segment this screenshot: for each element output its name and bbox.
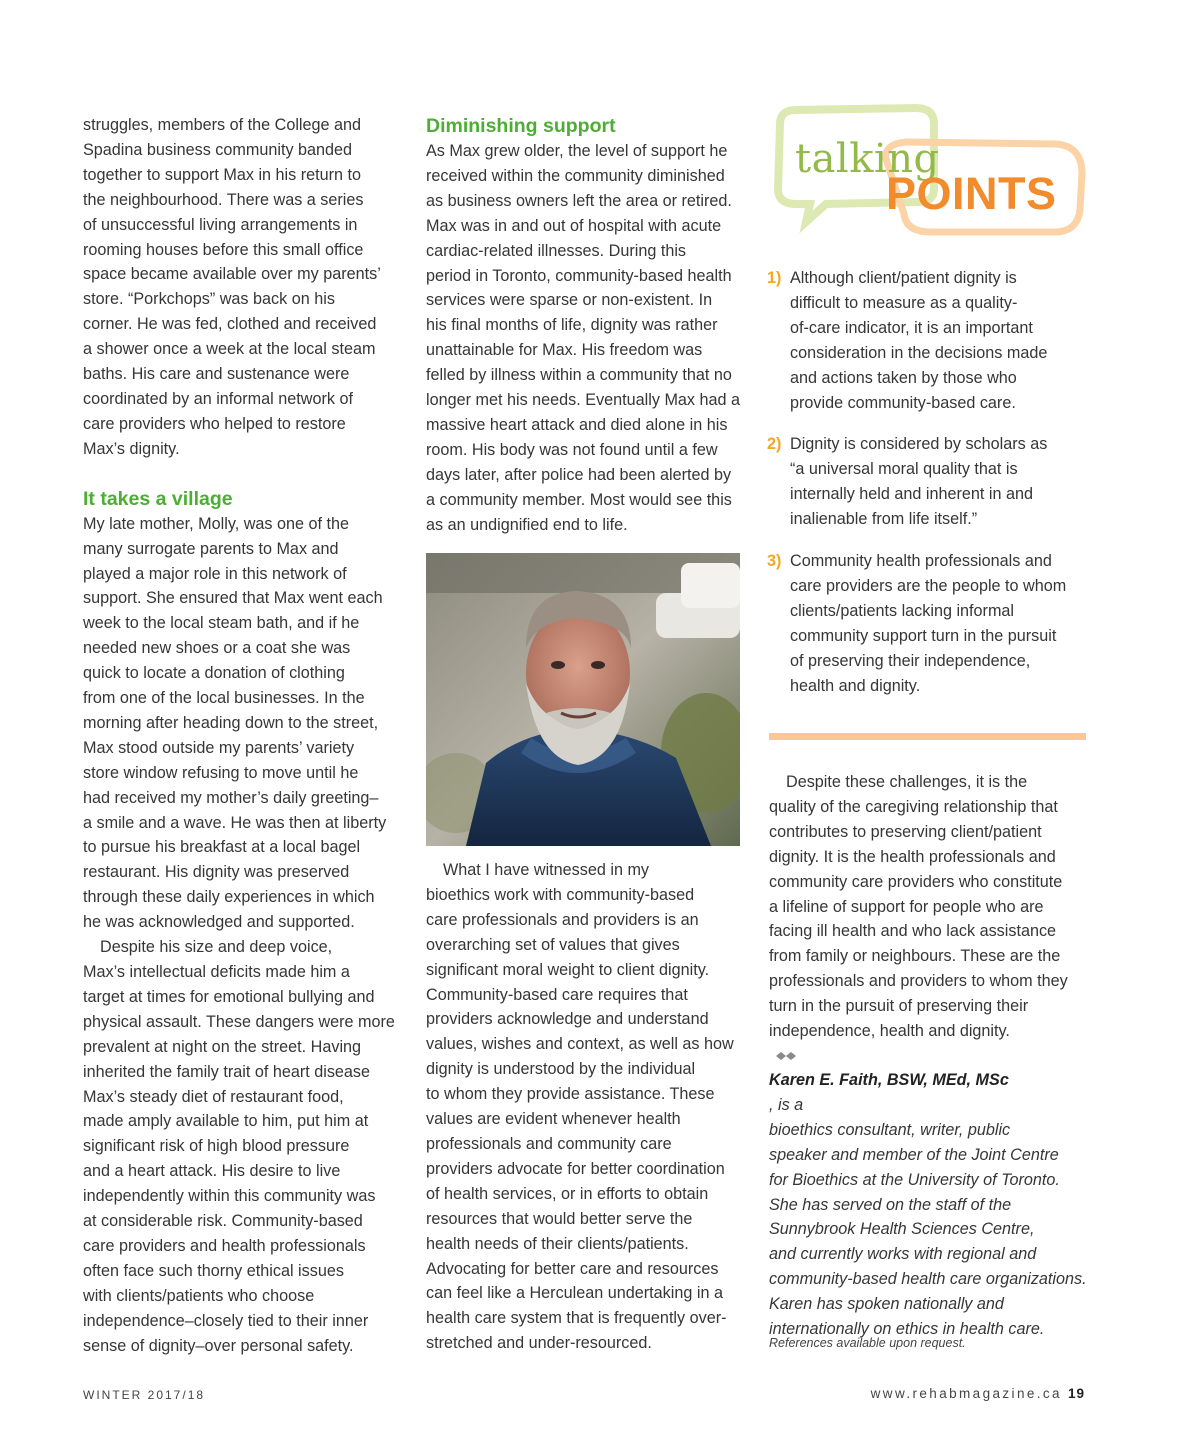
talking-point-line: health and dignity. bbox=[790, 676, 921, 695]
talking-point-item bbox=[767, 432, 1097, 532]
intro-paragraph bbox=[83, 113, 395, 462]
text-line: space became available over my parents’ bbox=[83, 265, 381, 284]
text-line: care providers who helped to restore bbox=[83, 414, 346, 433]
paragraph-last-line: independence, health and dignity. bbox=[769, 1019, 1099, 1069]
text-line: quality of the caregiving relationship that bbox=[769, 797, 1058, 816]
talking-point-line: and actions taken by those who bbox=[790, 368, 1017, 387]
paragraph-first-line: Despite these challenges, it is the bbox=[786, 773, 1028, 791]
text-line: Max stood outside my parents’ variety bbox=[83, 738, 355, 757]
text-line: a lifeline of support for people who are bbox=[769, 897, 1044, 916]
text-line: quick to locate a donation of clothing bbox=[83, 664, 345, 683]
text-line: rooming houses before this small office bbox=[83, 240, 364, 259]
text-line: had received my mother’s daily greeting– bbox=[83, 788, 379, 807]
bio-first-line: Karen E. Faith, BSW, MEd, MSc , is a bbox=[769, 1071, 1009, 1114]
text-line: through these daily experiences in which bbox=[83, 888, 375, 907]
text-line: his final months of life, dignity was rather bbox=[426, 316, 718, 335]
text-line: stretched and under-resourced. bbox=[426, 1334, 652, 1353]
text-line: of unsuccessful living arrangements in bbox=[83, 215, 358, 234]
text-line: week to the local steam bath, and if he bbox=[83, 614, 360, 633]
text-line: contributes to preserving client/patient bbox=[769, 822, 1042, 841]
text-line: longer met his needs. Eventually Max had a bbox=[426, 391, 741, 410]
photo-illustration bbox=[426, 553, 740, 846]
section-divider bbox=[769, 733, 1086, 740]
text-line: independence–closely tied to their inner bbox=[83, 1311, 369, 1330]
text-line: values, wishes and context, as well as how bbox=[426, 1035, 734, 1054]
text-line: played a major role in this network of bbox=[83, 564, 347, 583]
text-line: to pursue his breakfast at a local bagel bbox=[83, 838, 361, 857]
text-line: prevalent at night on the street. Having bbox=[83, 1037, 362, 1056]
section-heading-diminishing: Diminishing support bbox=[426, 115, 616, 137]
witnessed-paragraph bbox=[426, 858, 744, 1356]
column-1 bbox=[83, 113, 395, 1359]
text-line: Max was in and out of hospital with acute bbox=[426, 216, 722, 235]
issue-label: WINTER 2017/18 bbox=[83, 1388, 206, 1402]
text-line: Max’s dignity. bbox=[83, 439, 180, 458]
text-line: As Max grew older, the level of support he bbox=[426, 142, 728, 160]
talking-point-line: community support turn in the pursuit bbox=[790, 626, 1057, 645]
portrait-photo bbox=[426, 553, 740, 846]
text-line: often face such thorny ethical issues bbox=[83, 1261, 344, 1280]
talking-points-title-small: talking bbox=[795, 136, 940, 182]
text-line: community care providers who constitute bbox=[769, 872, 1063, 891]
text-line: services were sparse or non-existent. In bbox=[426, 291, 713, 310]
text-line: massive heart attack and died alone in his bbox=[426, 415, 728, 434]
text-line: values are evident whenever health bbox=[426, 1110, 681, 1129]
talking-point-line: clients/patients lacking informal bbox=[790, 601, 1015, 620]
text-line: significant moral weight to client dignity. bbox=[426, 960, 710, 979]
text-line: care providers and health professionals bbox=[83, 1236, 366, 1255]
text-line: days later, after police had been alerted by bbox=[426, 465, 732, 484]
talking-point-item bbox=[767, 266, 1097, 415]
text-line: Community-based care requires that bbox=[426, 985, 688, 1004]
text-line: made amply available to him, put him at bbox=[83, 1112, 369, 1131]
section-heading-village: It takes a village bbox=[83, 487, 233, 510]
talking-point-line: Community health professionals and bbox=[790, 552, 1052, 571]
text-line: coordinated by an informal network of bbox=[83, 389, 353, 408]
bio-line: She has served on the staff of the bbox=[769, 1195, 1012, 1214]
bio-line: Karen has spoken nationally and bbox=[769, 1295, 1004, 1314]
bio-line: and currently works with regional and bbox=[769, 1245, 1037, 1264]
text-line: with clients/patients who choose bbox=[83, 1286, 315, 1305]
closing-paragraph bbox=[769, 770, 1099, 1069]
text-line: room. His body was not found until a few bbox=[426, 440, 718, 459]
text-line: significant risk of high blood pressure bbox=[83, 1137, 350, 1156]
references-note: References available upon request. bbox=[769, 1336, 966, 1350]
text-line: My late mother, Molly, was one of the bbox=[83, 514, 350, 533]
text-line: providers advocate for better coordination bbox=[426, 1159, 725, 1178]
text-line: as an undignified end to life. bbox=[426, 515, 628, 534]
bio-line: Sunnybrook Health Sciences Centre, bbox=[769, 1220, 1035, 1239]
text-line: providers acknowledge and understand bbox=[426, 1010, 709, 1029]
text-line: health needs of their clients/patients. bbox=[426, 1234, 689, 1253]
text-line: to whom they provide assistance. These bbox=[426, 1085, 715, 1104]
column-2 bbox=[426, 113, 744, 538]
text-line: turn in the pursuit of preserving their bbox=[769, 997, 1029, 1016]
text-line: store. “Porkchops” was back on his bbox=[83, 290, 335, 309]
talking-point-number: 2) bbox=[767, 435, 782, 454]
text-line: Spadina business community banded bbox=[83, 140, 353, 159]
footer-right bbox=[871, 1386, 1085, 1401]
text-line: at considerable risk. Community-based bbox=[83, 1212, 363, 1231]
text-line: unattainable for Max. His freedom was bbox=[426, 341, 703, 360]
text-line: care professionals and providers is an bbox=[426, 910, 699, 929]
text-line: Max’s steady diet of restaurant food, bbox=[83, 1087, 344, 1106]
text-line: period in Toronto, community-based health bbox=[426, 266, 732, 285]
talking-points-title-big: POINTS bbox=[886, 168, 1057, 219]
talking-point-line: Although client/patient dignity is bbox=[790, 269, 1017, 287]
text-line: the neighbourhood. There was a series bbox=[83, 190, 364, 209]
text-line: professionals and providers to whom they bbox=[769, 972, 1068, 991]
diminishing-paragraph-1 bbox=[426, 139, 744, 538]
text-line: target at times for emotional bullying and bbox=[83, 987, 375, 1006]
talking-point-line: care providers are the people to whom bbox=[790, 576, 1067, 595]
talking-point-item bbox=[767, 549, 1097, 698]
text-line: corner. He was fed, clothed and received bbox=[83, 315, 377, 334]
text-line: facing ill health and who lack assistance bbox=[769, 922, 1057, 941]
talking-point-line: of preserving their independence, bbox=[790, 651, 1031, 670]
paragraph-first-line: Despite his size and deep voice, bbox=[100, 938, 333, 957]
text-line: and a heart attack. His desire to live bbox=[83, 1162, 341, 1181]
text-line: overarching set of values that gives bbox=[426, 935, 680, 954]
text-line: he was acknowledged and supported. bbox=[83, 913, 355, 932]
text-line: as business owners left the area or retired. bbox=[426, 191, 732, 210]
text-line: independently within this community was bbox=[83, 1187, 376, 1206]
talking-point-number: 1) bbox=[767, 269, 782, 287]
text-line: received within the community diminished bbox=[426, 166, 725, 185]
text-line: together to support Max in his return to bbox=[83, 165, 362, 184]
text-line: sense of dignity–over personal safety. bbox=[83, 1336, 354, 1355]
talking-point-line: of-care indicator, it is an important bbox=[790, 318, 1033, 337]
author-name: Karen E. Faith, BSW, MEd, MSc bbox=[769, 1071, 1009, 1089]
text-line: dignity. It is the health professionals and bbox=[769, 847, 1056, 866]
text-line: professionals and community care bbox=[426, 1134, 672, 1153]
text-line: physical assault. These dangers were more bbox=[83, 1012, 395, 1031]
talking-point-line: Dignity is considered by scholars as bbox=[790, 435, 1048, 454]
text-line: health care system that is frequently over- bbox=[426, 1309, 727, 1328]
text-line: store window refusing to move until he bbox=[83, 763, 359, 782]
text-line: a community member. Most would see this bbox=[426, 490, 732, 509]
text-line: needed new shoes or a coat she was bbox=[83, 639, 351, 658]
text-line: a shower once a week at the local steam bbox=[83, 340, 376, 359]
village-paragraph-2 bbox=[83, 935, 395, 1358]
text-line: of health services, or in efforts to obtain bbox=[426, 1184, 709, 1203]
text-line: a smile and a wave. He was then at liberty bbox=[83, 813, 387, 832]
talking-point-line: provide community-based care. bbox=[790, 393, 1016, 412]
talking-point-line: consideration in the decisions made bbox=[790, 343, 1048, 362]
bio-line: for Bioethics at the University of Toronto. bbox=[769, 1170, 1060, 1189]
text-line: restaurant. His dignity was preserved bbox=[83, 863, 350, 882]
text-line: struggles, members of the College and bbox=[83, 116, 362, 134]
bio-line: bioethics consultant, writer, public bbox=[769, 1120, 1011, 1139]
page-number: 19 bbox=[1067, 1386, 1085, 1401]
talking-point-line: “a universal moral quality that is bbox=[790, 460, 1018, 479]
text-line: from one of the local businesses. In the bbox=[83, 689, 365, 708]
website-link[interactable]: www.rehabmagazine.ca bbox=[870, 1386, 1062, 1401]
text-line: Max’s intellectual deficits made him a bbox=[83, 963, 350, 981]
text-line: support. She ensured that Max went each bbox=[83, 589, 383, 608]
talking-point-number: 3) bbox=[767, 552, 782, 571]
text-line: resources that would better serve the bbox=[426, 1209, 693, 1228]
talking-point-line: inalienable from life itself.” bbox=[790, 510, 978, 529]
bio-line: internationally on ethics in health care. bbox=[769, 1320, 1045, 1339]
bio-line: community-based health care organizations. bbox=[769, 1270, 1087, 1289]
text-line: inherited the family trait of heart disease bbox=[83, 1062, 371, 1081]
text-line: dignity is understood by the individual bbox=[426, 1060, 696, 1079]
author-bio bbox=[769, 1068, 1099, 1342]
text-line: bioethics work with community-based bbox=[426, 885, 695, 904]
column-2-lower bbox=[426, 858, 744, 1356]
talking-points-list bbox=[767, 266, 1097, 716]
text-line: cardiac-related illnesses. During this bbox=[426, 241, 687, 260]
bio-line: speaker and member of the Joint Centre bbox=[769, 1145, 1059, 1164]
text-line: Advocating for better care and resources bbox=[426, 1259, 719, 1278]
village-paragraph-1 bbox=[83, 512, 395, 935]
text-line: from family or neighbours. These are the bbox=[769, 947, 1061, 966]
text-line: felled by illness within a community that no bbox=[426, 366, 732, 385]
text-line: can feel like a Herculean undertaking in a bbox=[426, 1284, 723, 1303]
talking-point-line: internally held and inherent in and bbox=[790, 485, 1033, 504]
text-line: many surrogate parents to Max and bbox=[83, 539, 339, 558]
talking-point-line: difficult to measure as a quality- bbox=[790, 293, 1018, 312]
text-line: morning after heading down to the street, bbox=[83, 713, 379, 732]
end-of-article-icon bbox=[775, 1044, 1099, 1069]
text-line: baths. His care and sustenance were bbox=[83, 365, 350, 384]
paragraph-first-line: What I have witnessed in my bbox=[443, 861, 650, 879]
